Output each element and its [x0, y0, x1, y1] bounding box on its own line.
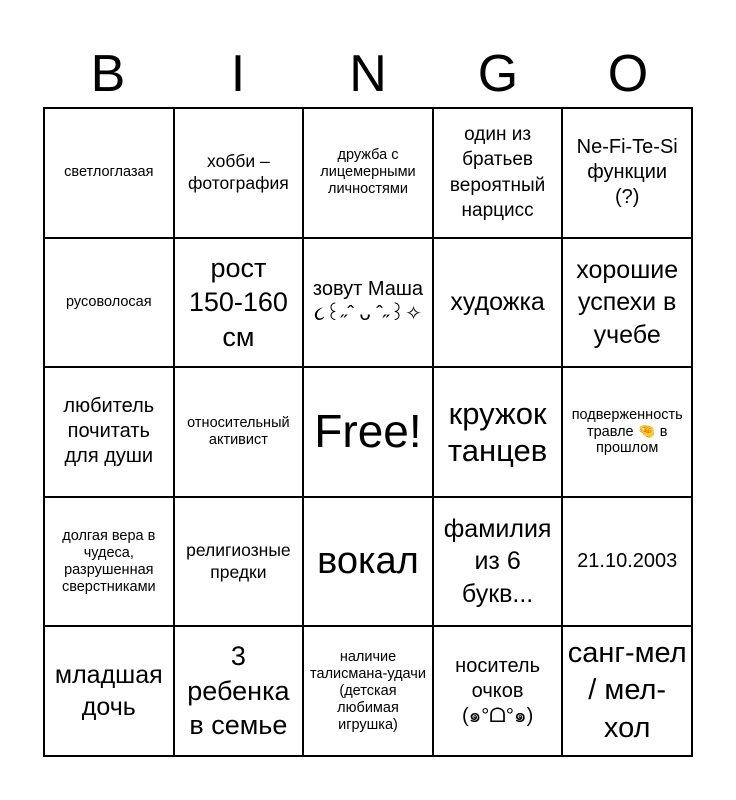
header-letter-o: O [607, 45, 649, 103]
bingo-cell-free[interactable] [303, 367, 433, 497]
bingo-cell[interactable] [44, 108, 174, 238]
cell-text: зовут Маша ૮꒰˶ˆ ᴗ ˆ˶꒱✧ [312, 278, 424, 326]
header-letter-i: I [230, 45, 246, 103]
bingo-cell[interactable] [174, 626, 304, 756]
bingo-cell[interactable] [562, 238, 692, 368]
cell-text: 3 ребенка в семье [187, 641, 290, 741]
cell-text: один из братьев вероятный нарцисс [449, 123, 546, 222]
cell-text: относительный активист [187, 415, 290, 448]
cell-text: 21.10.2003 [577, 550, 678, 573]
bingo-cell[interactable] [303, 626, 433, 756]
cell-text: светлоглазая [64, 164, 154, 181]
header-letter-g: G [477, 45, 519, 103]
cell-text: дружба с лицемерными личностями [320, 147, 416, 198]
free-space-text: Free! [314, 405, 422, 458]
cell-text: кружок танцев [447, 395, 548, 468]
cell-text: хорошие успехи в учебе [576, 255, 679, 349]
cell-text: наличие талисмана-удачи (детская любимая игрушка) [310, 648, 426, 733]
bingo-cell[interactable] [433, 497, 563, 627]
cell-text: русоволосая [65, 293, 152, 310]
bingo-cell[interactable] [562, 497, 692, 627]
cell-text: долгая вера в чудеса, разрушенная сверстниками [61, 527, 156, 595]
bingo-cell[interactable] [303, 108, 433, 238]
cell-text: вокал [317, 540, 419, 583]
cell-text: носитель очков (๑°ᗝ°๑) [455, 654, 540, 727]
cell-text: художка [450, 288, 545, 317]
cell-text: любитель почитать для души [63, 395, 155, 468]
bingo-cell[interactable] [174, 497, 304, 627]
cell-text: хобби – фотография [187, 150, 289, 193]
cell-text: подверженность травле 🤏 в прошлом [571, 406, 683, 457]
bingo-cell[interactable] [562, 108, 692, 238]
bingo-cell[interactable] [174, 108, 304, 238]
bingo-cell[interactable] [433, 367, 563, 497]
bingo-cell[interactable] [303, 238, 433, 368]
bingo-board [43, 107, 693, 757]
bingo-cell[interactable] [44, 497, 174, 627]
cell-text: младшая дочь [54, 660, 163, 722]
cell-text: фамилия из 6 букв... [443, 514, 552, 608]
header-letter-n: N [349, 45, 387, 103]
bingo-cell[interactable] [44, 367, 174, 497]
bingo-cell[interactable] [562, 367, 692, 497]
bingo-cell[interactable] [44, 238, 174, 368]
bingo-cell[interactable] [562, 626, 692, 756]
bingo-cell[interactable] [303, 497, 433, 627]
bingo-cell[interactable] [44, 626, 174, 756]
bingo-cell[interactable] [433, 626, 563, 756]
bingo-cell[interactable] [174, 238, 304, 368]
cell-text: Ne-Fi-Te-Si функции (?) [576, 136, 678, 209]
bingo-cell[interactable] [174, 367, 304, 497]
bingo-cell[interactable] [433, 238, 563, 368]
cell-text: санг-мел / мел-хол [567, 636, 687, 745]
cell-text: религиозные предки [186, 539, 291, 582]
bingo-header [43, 38, 693, 110]
cell-text: рост 150-160 см [188, 252, 288, 352]
header-letter-b: B [90, 45, 126, 103]
bingo-cell[interactable] [433, 108, 563, 238]
